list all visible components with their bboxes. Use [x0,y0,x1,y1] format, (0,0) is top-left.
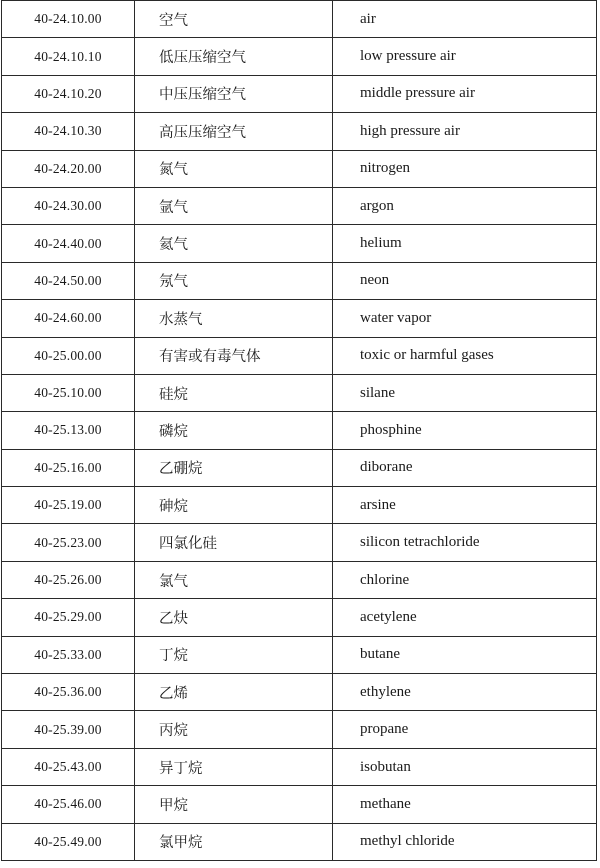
table-row [2,113,597,150]
chinese-term-cell: 乙炔 [135,599,333,636]
classification-table [1,0,597,861]
english-term-cell: propane [333,711,597,748]
code-cell: 40-25.13.00 [2,412,135,449]
table-row [2,1,597,38]
code-cell: 40-25.26.00 [2,561,135,598]
code-cell: 40-25.10.00 [2,374,135,411]
chinese-term-cell: 水蒸气 [135,300,333,337]
chinese-term-cell: 有害或有毒气体 [135,337,333,374]
table-row [2,674,597,711]
table-row [2,636,597,673]
english-term-cell: low pressure air [333,38,597,75]
table-row [2,187,597,224]
chinese-term-cell: 氮气 [135,150,333,187]
code-cell: 40-25.23.00 [2,524,135,561]
english-term-cell: chlorine [333,561,597,598]
table-row [2,786,597,823]
code-cell: 40-25.36.00 [2,674,135,711]
chinese-term-cell: 氦气 [135,225,333,262]
chinese-term-cell: 空气 [135,1,333,38]
chinese-term-cell: 氖气 [135,262,333,299]
english-term-cell: high pressure air [333,113,597,150]
english-term-cell: methyl chloride [333,823,597,860]
table-row [2,374,597,411]
code-cell: 40-24.10.30 [2,113,135,150]
english-term-cell: silane [333,374,597,411]
code-cell: 40-24.10.10 [2,38,135,75]
code-cell: 40-25.00.00 [2,337,135,374]
table-row [2,711,597,748]
table-row [2,38,597,75]
table-row [2,150,597,187]
english-term-cell: methane [333,786,597,823]
chinese-term-cell: 硅烷 [135,374,333,411]
english-term-cell: water vapor [333,300,597,337]
code-cell: 40-25.46.00 [2,786,135,823]
code-cell: 40-24.30.00 [2,187,135,224]
english-term-cell: toxic or harmful gases [333,337,597,374]
table-row [2,449,597,486]
table-row [2,524,597,561]
chinese-term-cell: 丁烷 [135,636,333,673]
code-cell: 40-25.19.00 [2,487,135,524]
english-term-cell: ethylene [333,674,597,711]
english-term-cell: silicon tetrachloride [333,524,597,561]
chinese-term-cell: 氯甲烷 [135,823,333,860]
code-cell: 40-25.43.00 [2,748,135,785]
chinese-term-cell: 高压压缩空气 [135,113,333,150]
table-body [2,1,597,861]
english-term-cell: air [333,1,597,38]
code-cell: 40-24.20.00 [2,150,135,187]
table-row [2,599,597,636]
table-row [2,561,597,598]
chinese-term-cell: 甲烷 [135,786,333,823]
code-cell: 40-25.33.00 [2,636,135,673]
table-row [2,300,597,337]
table-row [2,487,597,524]
table-row [2,748,597,785]
english-term-cell: acetylene [333,599,597,636]
chinese-term-cell: 磷烷 [135,412,333,449]
code-cell: 40-25.29.00 [2,599,135,636]
english-term-cell: argon [333,187,597,224]
table-row [2,262,597,299]
chinese-term-cell: 低压压缩空气 [135,38,333,75]
code-cell: 40-24.10.20 [2,75,135,112]
english-term-cell: butane [333,636,597,673]
chinese-term-cell: 砷烷 [135,487,333,524]
english-term-cell: nitrogen [333,150,597,187]
table-row [2,225,597,262]
english-term-cell: phosphine [333,412,597,449]
chinese-term-cell: 中压压缩空气 [135,75,333,112]
code-cell: 40-25.49.00 [2,823,135,860]
chinese-term-cell: 乙烯 [135,674,333,711]
table-row [2,337,597,374]
code-cell: 40-24.50.00 [2,262,135,299]
table-row [2,75,597,112]
chinese-term-cell: 氩气 [135,187,333,224]
chinese-term-cell: 四氯化硅 [135,524,333,561]
code-cell: 40-24.60.00 [2,300,135,337]
chinese-term-cell: 异丁烷 [135,748,333,785]
table-row [2,412,597,449]
code-cell: 40-24.10.00 [2,1,135,38]
english-term-cell: middle pressure air [333,75,597,112]
english-term-cell: diborane [333,449,597,486]
code-cell: 40-24.40.00 [2,225,135,262]
table-row [2,823,597,860]
chinese-term-cell: 丙烷 [135,711,333,748]
chinese-term-cell: 乙硼烷 [135,449,333,486]
english-term-cell: helium [333,225,597,262]
chinese-term-cell: 氯气 [135,561,333,598]
code-cell: 40-25.39.00 [2,711,135,748]
english-term-cell: neon [333,262,597,299]
english-term-cell: arsine [333,487,597,524]
english-term-cell: isobutan [333,748,597,785]
code-cell: 40-25.16.00 [2,449,135,486]
